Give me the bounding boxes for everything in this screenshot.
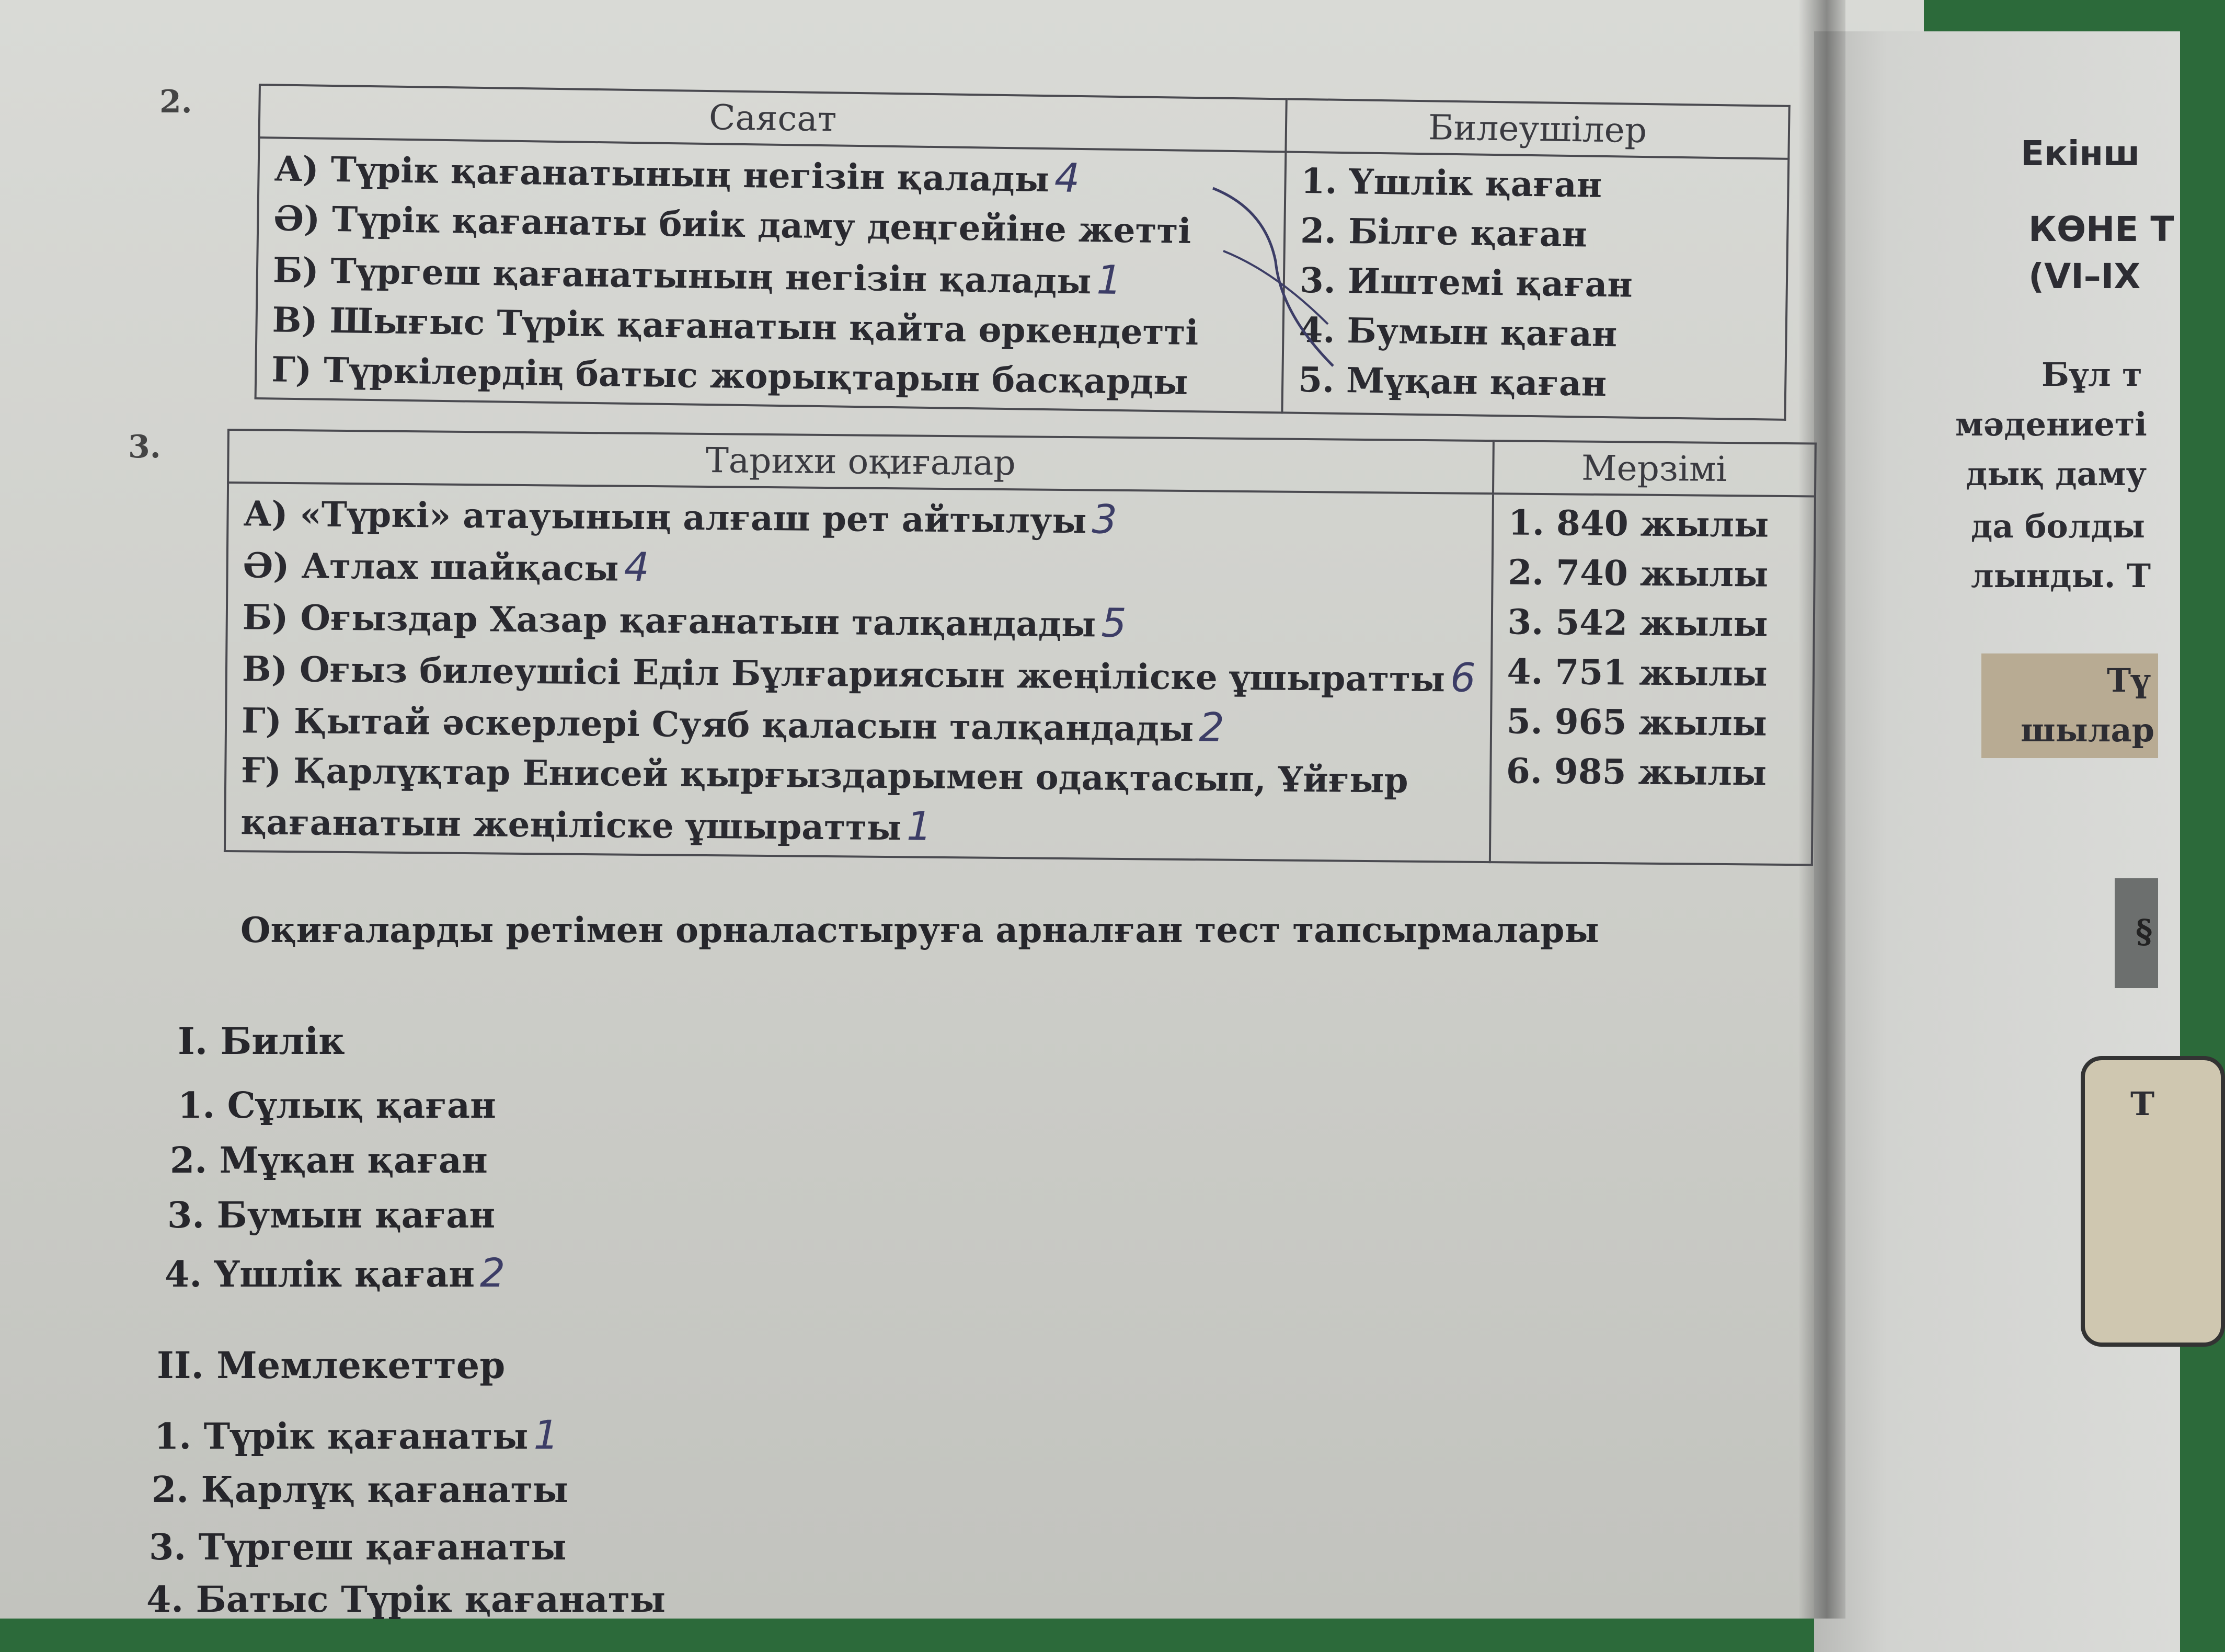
list-2-item: 3. Түргеш қағанаты	[149, 1527, 567, 1568]
q2-ruler-4: 4. Бумын қаған	[1299, 309, 1618, 355]
handwritten-mark: 4	[1054, 154, 1080, 201]
right-page-box-text: Тү	[2107, 661, 2150, 699]
q2-item-ae: Ә) Түрік қағанаты биік даму деңгейіне жетті	[273, 198, 1191, 251]
right-page-line: дық даму	[1966, 455, 2147, 493]
right-page-line: Бұл т	[2042, 355, 2142, 394]
list-1-item: 2. Мұқан қаған	[170, 1140, 488, 1181]
q2-header-politics: Саясат	[259, 85, 1287, 152]
section-title: Оқиғаларды ретімен орналастыруға арналған тест тапсырмалары	[240, 910, 1599, 950]
right-page-frame-letter: Т	[2130, 1085, 2155, 1123]
list-2-item: 1. Түрік қағанаты 1	[154, 1412, 559, 1458]
right-page-title: (VI–IX	[2028, 256, 2141, 296]
handwritten-mark: 1	[533, 1412, 559, 1458]
handwritten-mark: 5	[1100, 599, 1127, 647]
q3-date-6: 6. 985 жылы	[1506, 750, 1767, 794]
right-page-line: да болды	[1971, 507, 2145, 545]
list-1-title: I. Билік	[178, 1019, 345, 1063]
q3-header-events: Тарихи оқиғалар	[228, 430, 1493, 494]
q3-item-ae: Ә) Атлах шайқасы 4	[243, 543, 650, 591]
right-page-tab-symbol: §	[2136, 912, 2153, 950]
handwritten-mark: 4	[624, 543, 650, 591]
handwritten-mark: 1	[906, 802, 932, 850]
right-page-box-text: шылар	[2021, 711, 2155, 749]
q3-header-dates: Мерзімі	[1493, 441, 1816, 496]
q2-politics-cell	[256, 137, 1286, 412]
right-page-title: КӨНЕ Т	[2028, 209, 2174, 249]
list-2-item: 4. Батыс Түрік қағанаты	[146, 1579, 666, 1621]
q3-item-gh: Ғ) Қарлұқтар Енисей қырғыздарымен одақтасып, Ұйғыр	[240, 750, 1408, 801]
q2-item-a: А) Түрік қағанатының негізін қалады 4	[274, 148, 1080, 201]
q2-ruler-3: 3. Иштемі қаған	[1299, 259, 1633, 305]
handwritten-mark: 6	[1450, 654, 1476, 701]
handwritten-mark: 2	[480, 1249, 506, 1296]
right-page-line: мәдениеті	[1955, 405, 2147, 443]
q3-item-v: В) Оғыз билеушісі Еділ Бұлғариясын жеңіліске ұшыратты 6	[242, 648, 1476, 701]
q2-item-b: Б) Түргеш қағанатының негізін қалады 1	[272, 249, 1122, 304]
q3-dates-cell	[1489, 494, 1815, 865]
list-2-item: 2. Қарлұқ қағанаты	[152, 1469, 568, 1511]
q2-item-g: Г) Түркілердің батыс жорықтарын басқарды	[271, 349, 1188, 403]
handwritten-mark: 3	[1092, 496, 1118, 543]
q3-date-5: 5. 965 жылы	[1506, 701, 1768, 744]
q3-item-g: Г) Қытай әскерлері Суяб қаласын талқандады 2	[241, 700, 1225, 751]
q3-events-cell	[225, 483, 1493, 862]
question-3-number: 3.	[128, 429, 161, 465]
q3-date-3: 3. 542 жылы	[1507, 601, 1768, 645]
q3-date-1: 1. 840 жылы	[1508, 502, 1769, 545]
q2-header-rulers: Билеушілер	[1286, 99, 1789, 158]
list-1-item: 1. Сұлық қаған	[178, 1085, 496, 1127]
q3-item-gh-cont: қағанатын жеңіліске ұшыратты 1	[240, 801, 932, 850]
q2-ruler-2: 2. Білге қаған	[1300, 210, 1588, 255]
handwritten-mark: 2	[1199, 704, 1225, 751]
question-3-table	[224, 429, 1817, 866]
handwritten-mark: 1	[1096, 256, 1122, 304]
right-page-line: лынды. Т	[1971, 557, 2151, 595]
q3-date-2: 2. 740 жылы	[1507, 552, 1769, 595]
q2-ruler-5: 5. Мұқан қаған	[1298, 359, 1607, 405]
question-2-number: 2.	[159, 84, 192, 120]
question-2-table	[255, 84, 1791, 421]
right-page-heading: Екінш	[2021, 133, 2140, 174]
q2-ruler-1: 1. Үшлік қаған	[1301, 160, 1602, 205]
q2-item-v: В) Шығыс Түрік қағанатын қайта өркендетті	[272, 299, 1199, 353]
q3-date-4: 4. 751 жылы	[1507, 651, 1768, 694]
q3-item-a: А) «Түркі» атауының алғаш рет айтылуы 3	[243, 493, 1118, 543]
handwritten-strokes	[1202, 157, 1359, 392]
list-2-title: II. Мемлекеттер	[157, 1344, 506, 1387]
q3-item-b: Б) Оғыздар Хазар қағанатын талқандады 5	[242, 596, 1127, 647]
list-1-item: 3. Бумын қаған	[167, 1195, 496, 1236]
list-1-item: 4. Үшлік қаған 2	[165, 1249, 506, 1296]
